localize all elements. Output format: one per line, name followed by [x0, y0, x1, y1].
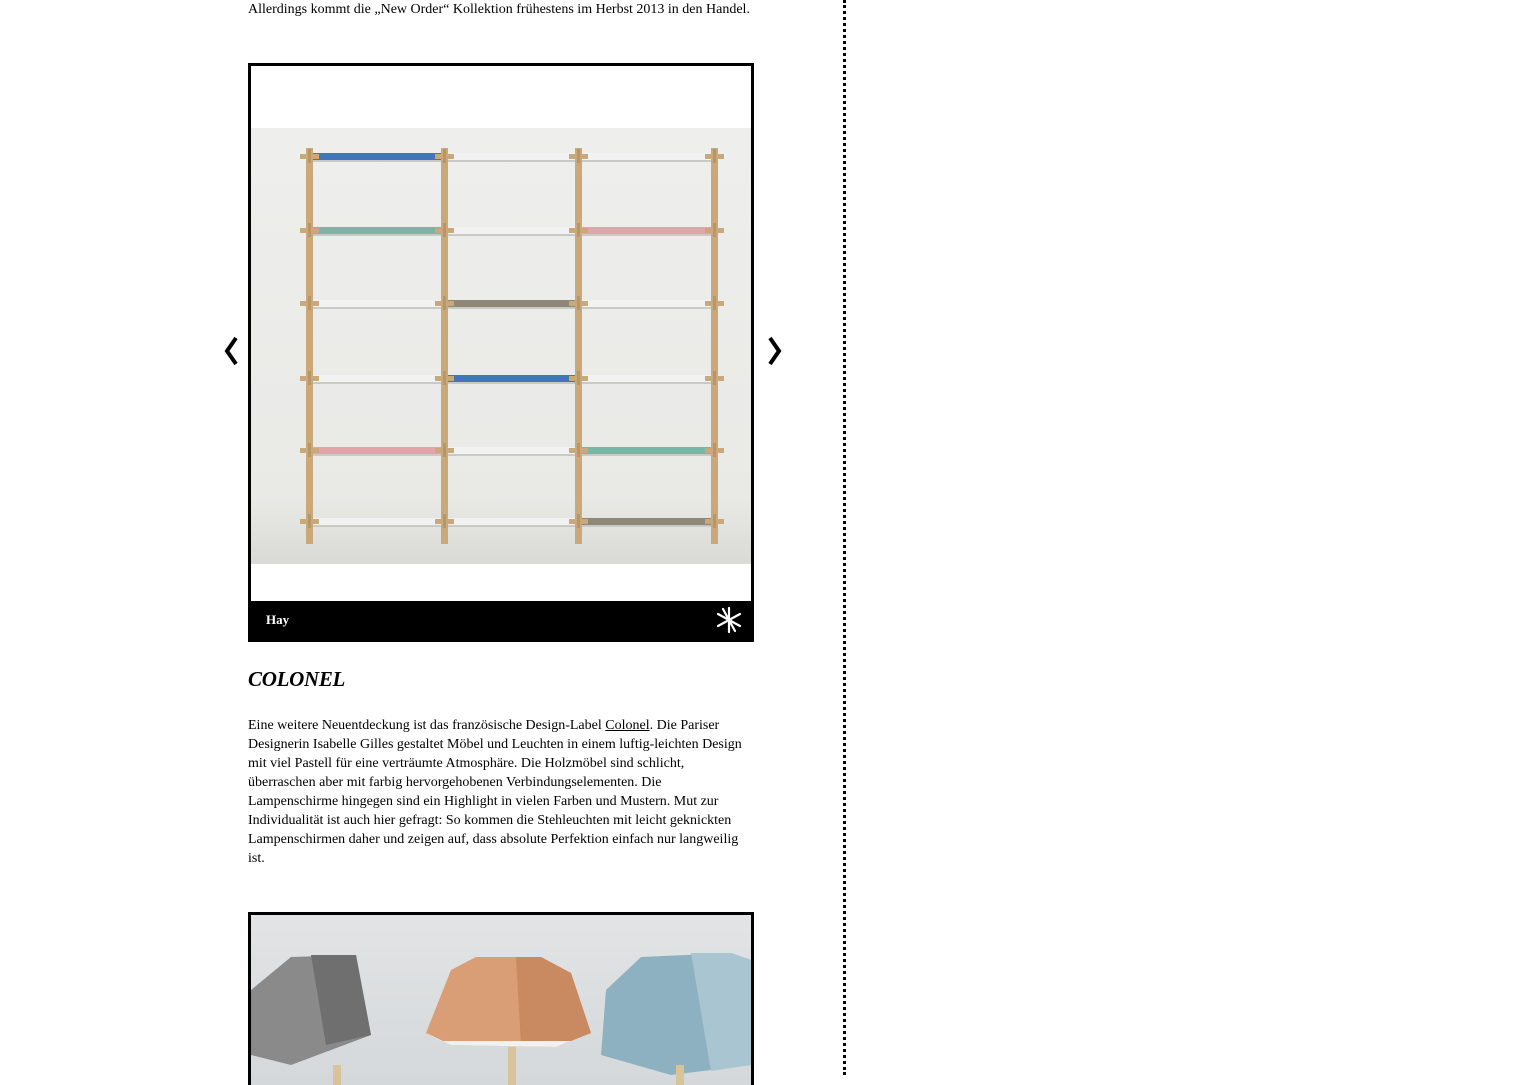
shelf-board	[581, 375, 711, 382]
column-divider	[843, 0, 846, 1075]
shelf-board	[447, 518, 575, 525]
star-logo-icon	[715, 606, 743, 634]
chevron-right-icon	[766, 334, 784, 368]
intro-paragraph: Allerdings kommt die „New Order“ Kollektion frühestens im Herbst 2013 in den Handel.	[248, 2, 750, 17]
gallery-next-button[interactable]	[766, 334, 784, 368]
shelf-board	[312, 375, 441, 382]
shelf-board	[312, 447, 441, 454]
shelf-board	[312, 518, 441, 525]
paragraph-text-start: Eine weitere Neuentdeckung ist das französische Design-Label	[248, 718, 606, 733]
shelf-board	[312, 300, 441, 307]
shelf-board	[581, 153, 711, 160]
shelf-post	[575, 148, 582, 544]
shelf-post	[441, 148, 448, 544]
lamp-photo	[248, 912, 754, 1085]
shelf-board	[312, 153, 441, 160]
section-title: COLONEL	[248, 667, 346, 691]
shelf-board	[312, 227, 441, 234]
shelf-board	[447, 227, 575, 234]
image-gallery	[248, 63, 754, 642]
gallery-caption: Hay	[266, 612, 290, 627]
paragraph-text-end: . Die Pariser Designerin Isabelle Gilles gestaltet Möbel und Leuchten in einem luftig-leichten Design mit viel Pastell für eine verträumte Atmosphäre. Die Holzmöbel sind schlicht, überraschen aber mit farbig hervorgehobenen Verbindungselementen. Die Lampenschirme hingegen sind ein Highlight in vielen Farben und Mustern. Mut zur Individualität ist auch hier gefragt: So kommen die Stehleuchten mit leicht geknickten Lampenschirmen daher und zeigen auf, dass absolute Perfektion einfach nur langweilig ist.	[248, 718, 742, 866]
chevron-left-icon	[222, 334, 240, 368]
shelf-board	[581, 227, 711, 234]
section-paragraph	[248, 716, 754, 868]
shelf-post	[306, 148, 313, 544]
shelf-post	[711, 148, 718, 544]
shelf-board	[447, 300, 575, 307]
gallery-photo-shelf	[251, 128, 751, 564]
gallery-prev-button[interactable]	[222, 334, 240, 368]
gallery-caption-bar	[251, 601, 751, 639]
shelf-board	[447, 447, 575, 454]
shelf-board	[447, 375, 575, 382]
shelf-board	[581, 300, 711, 307]
shelf-board	[447, 153, 575, 160]
shelf-board	[581, 518, 711, 525]
shelf-board	[581, 447, 711, 454]
colonel-link[interactable]: Colonel	[605, 718, 650, 733]
